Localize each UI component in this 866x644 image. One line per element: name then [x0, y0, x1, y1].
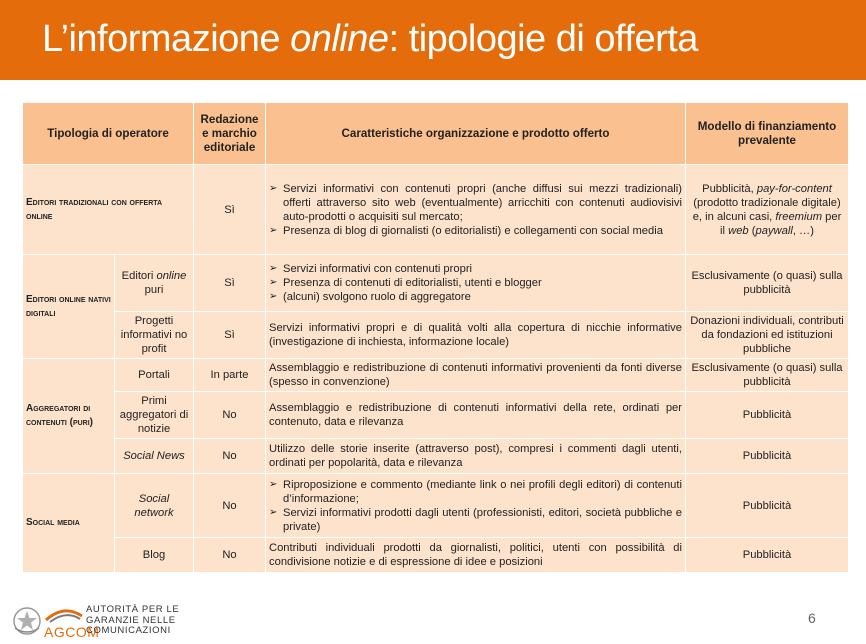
bullet-item: ➢ Riproposizione e commento (mediante link o nei profili degli editori) di contenuti d’informazione; — [269, 478, 682, 505]
table-row — [23, 439, 849, 474]
redazione-cell: No — [194, 392, 266, 439]
table-row — [23, 392, 849, 439]
title-italic: online — [290, 18, 389, 60]
finanziamento-cell: Pubblicità — [686, 439, 849, 474]
finanziamento-cell: Pubblicità — [686, 474, 849, 538]
finanziamento-cell: Pubblicità — [686, 392, 849, 439]
redazione-cell: Sì — [194, 312, 266, 359]
arrow-bullet-icon: ➢ — [269, 182, 278, 194]
header-row — [23, 103, 849, 165]
offer-table — [22, 102, 849, 573]
header-redazione: Redazione e marchio editoriale — [194, 103, 266, 165]
table-row — [23, 474, 849, 538]
table-row — [23, 312, 849, 359]
header-finanziamento: Modello di finanziamento prevalente — [686, 103, 849, 165]
category-editori-tradizionali: Editori tradizionali con offerta online — [23, 165, 194, 255]
redazione-cell: Sì — [194, 255, 266, 312]
page-number: 6 — [808, 610, 816, 626]
subcategory-cell: Editori online puri — [115, 255, 194, 312]
subcategory-cell: Social News — [115, 439, 194, 474]
bullet-item: ➢ Presenza di blog di giornalisti (o editorialisti) e collegamenti con social media — [269, 224, 663, 237]
title-main: L’informazione — [42, 18, 291, 60]
finanziamento-cell: Esclusivamente (o quasi) sulla pubblicità — [686, 255, 849, 312]
title-bar — [0, 0, 866, 80]
description-cell: Assemblaggio e redistribuzione di contenuti informativi della rete, ordinati per contenuto, data e rilevanza — [266, 392, 686, 439]
header-caratteristiche: Caratteristiche organizzazione e prodotto offerto — [266, 103, 686, 165]
finanziamento-cell: Esclusivamente (o quasi) sulla pubblicità — [686, 359, 849, 392]
emblem-icon — [10, 604, 44, 638]
table-row — [23, 255, 849, 312]
bullet-item: ➢ Servizi informativi con contenuti propri (anche diffusi sui mezzi tradizionali) offerti attraverso sito web (eventualmente) arricchiti con contenuti audiovisivi auto-prodotti o acquisiti sul mercato; — [269, 182, 682, 223]
arrow-bullet-icon: ➢ — [269, 291, 278, 302]
subcategory-cell: Portali — [115, 359, 194, 392]
description-cell — [266, 474, 686, 538]
subcategory-cell: Blog — [115, 538, 194, 573]
subcategory-cell: Primi aggregatori di notizie — [115, 392, 194, 439]
header-tipologia: Tipologia di operatore — [23, 103, 194, 165]
description-cell — [266, 255, 686, 312]
description-cell: Utilizzo delle storie inserite (attraverso post), compresi i commenti dagli utenti, ordinati per popolarità, data e rilevanza — [266, 439, 686, 474]
category-aggregatori: Aggregatori di contenuti (puri) — [23, 359, 115, 474]
arrow-bullet-icon: ➢ — [269, 263, 278, 274]
table-row — [23, 359, 849, 392]
title-rest: : tipologie di offerta — [388, 18, 698, 60]
description-cell: Servizi informativi propri e di qualità volti alla copertura di nicchie informative (investigazione di inchiesta, informazione locale) — [266, 312, 686, 359]
bullet-item: ➢ (alcuni) svolgono ruolo di aggregatore — [269, 291, 471, 303]
agcom-swoosh-icon — [44, 606, 84, 624]
slide-title — [42, 18, 698, 61]
bullet-item: ➢ Servizi informativi con contenuti propri — [269, 263, 473, 275]
finanziamento-cell: Donazioni individuali, contributi da fondazioni ed istituzioni pubbliche — [686, 312, 849, 359]
description-cell: Assemblaggio e redistribuzione di contenuti informativi provenienti da fonti diverse (spesso in convenzione) — [266, 359, 686, 392]
category-editori-online: Editori online nativi digitali — [23, 255, 115, 359]
subcategory-cell: Social network — [115, 474, 194, 538]
description-cell: Contributi individuali prodotti da giornalisti, politici, utenti con possibilità di condivisione notizie e di espressione di idee e posizioni — [266, 538, 686, 573]
category-social-media: Social media — [23, 474, 115, 573]
agcom-name: AUTORITÀ PER LE GARANZIE NELLE COMUNICAZIONI — [86, 604, 180, 636]
finanziamento-cell: Pubblicità — [686, 538, 849, 573]
bullet-item: ➢ Presenza di contenuti di editorialisti, utenti e blogger — [269, 277, 542, 289]
arrow-bullet-icon: ➢ — [269, 277, 278, 288]
finanziamento-cell: Pubblicità, pay-for-content (prodotto tradizionale digitale) e, in alcuni casi, freemium per il web (paywall, …) — [686, 165, 849, 255]
agcom-wordmark: AGCOM — [44, 624, 100, 640]
table-row — [23, 165, 849, 255]
redazione-cell: No — [194, 538, 266, 573]
arrow-bullet-icon: ➢ — [269, 478, 278, 490]
subcategory-cell: Progetti informativi no profit — [115, 312, 194, 359]
bullet-item: ➢ Servizi informativi prodotti dagli utenti (professionisti, editori, società pubbliche e private) — [269, 506, 682, 533]
arrow-bullet-icon: ➢ — [269, 224, 278, 236]
description-cell — [266, 165, 686, 255]
redazione-cell: In parte — [194, 359, 266, 392]
table-row — [23, 538, 849, 573]
arrow-bullet-icon: ➢ — [269, 506, 278, 518]
redazione-cell: No — [194, 439, 266, 474]
redazione-cell: Sì — [194, 165, 266, 255]
redazione-cell: No — [194, 474, 266, 538]
